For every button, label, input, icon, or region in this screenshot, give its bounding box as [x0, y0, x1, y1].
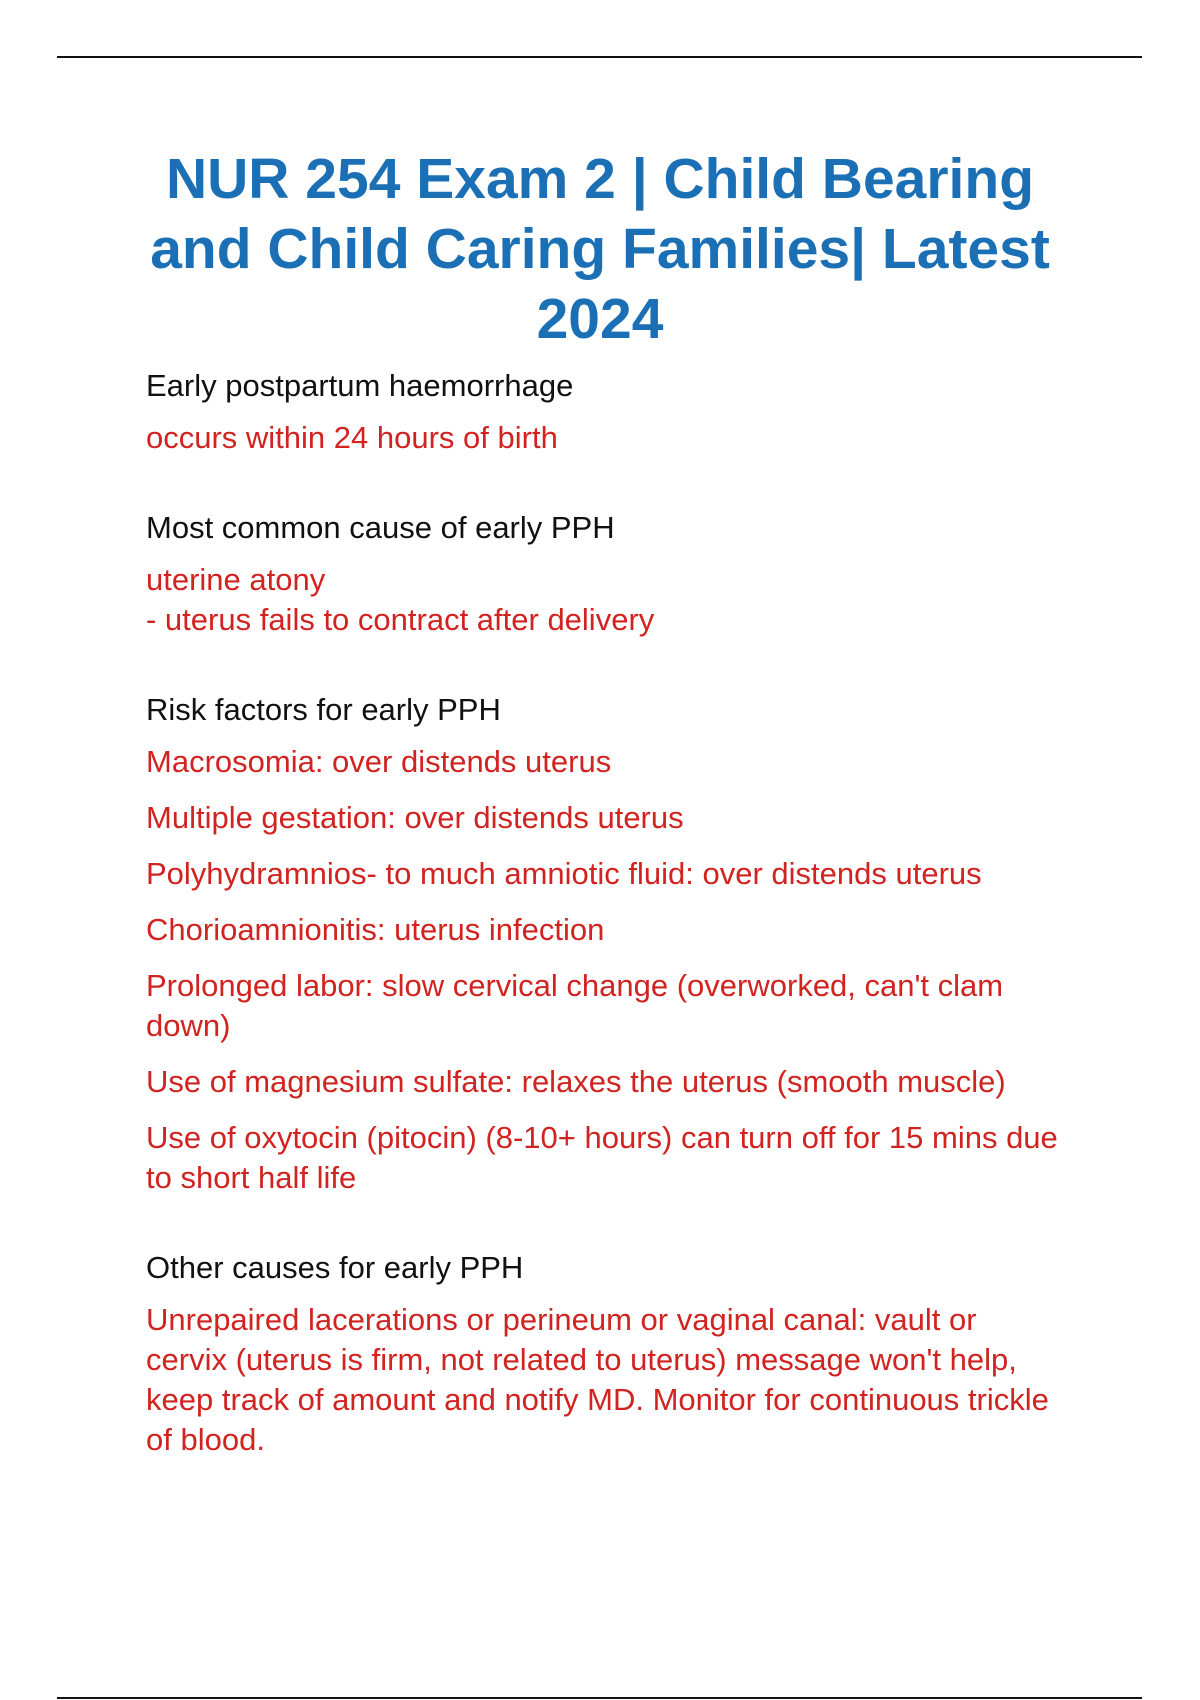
flashcard-definition: Polyhydramnios- to much amniotic fluid: over distends uterus [146, 856, 982, 891]
flashcard-definition: Use of oxytocin (pitocin) (8-10+ hours) can turn off for 15 mins due to short half life [146, 1120, 1058, 1195]
flashcard-term: Risk factors for early PPH [146, 692, 501, 727]
top-rule [57, 56, 1142, 58]
flashcard-term: Most common cause of early PPH [146, 510, 615, 545]
flashcard-definition: Macrosomia: over distends uterus [146, 744, 612, 779]
flashcard [146, 508, 1066, 640]
flashcard [146, 690, 1066, 1198]
flashcard [146, 366, 1066, 458]
flashcard-term: Other causes for early PPH [146, 1250, 524, 1285]
flashcard-definition: - uterus fails to contract after delivery [146, 602, 655, 637]
flashcard [146, 1248, 1066, 1460]
flashcard-definition: uterine atony [146, 562, 326, 597]
flashcard-term: Early postpartum haemorrhage [146, 368, 574, 403]
flashcard-definition: Prolonged labor: slow cervical change (overworked, can't clam down) [146, 968, 1004, 1043]
bottom-rule [57, 1697, 1142, 1699]
flashcard-definition: Use of magnesium sulfate: relaxes the uterus (smooth muscle) [146, 1064, 1006, 1099]
flashcard-definition: Chorioamnionitis: uterus infection [146, 912, 605, 947]
document-title: NUR 254 Exam 2 | Child Bearing and Child Caring Families| Latest 2024 [150, 147, 1050, 351]
flashcard-definition: occurs within 24 hours of birth [146, 420, 558, 455]
flashcard-definition: Unrepaired lacerations or perineum or vaginal canal: vault or cervix (uterus is firm, not related to uterus) message won't help, keep track of amount and notify MD. Monitor for continuous trickle of blood. [146, 1302, 1049, 1457]
flashcard-definition: Multiple gestation: over distends uterus [146, 800, 684, 835]
flashcard-list [146, 366, 1066, 1510]
